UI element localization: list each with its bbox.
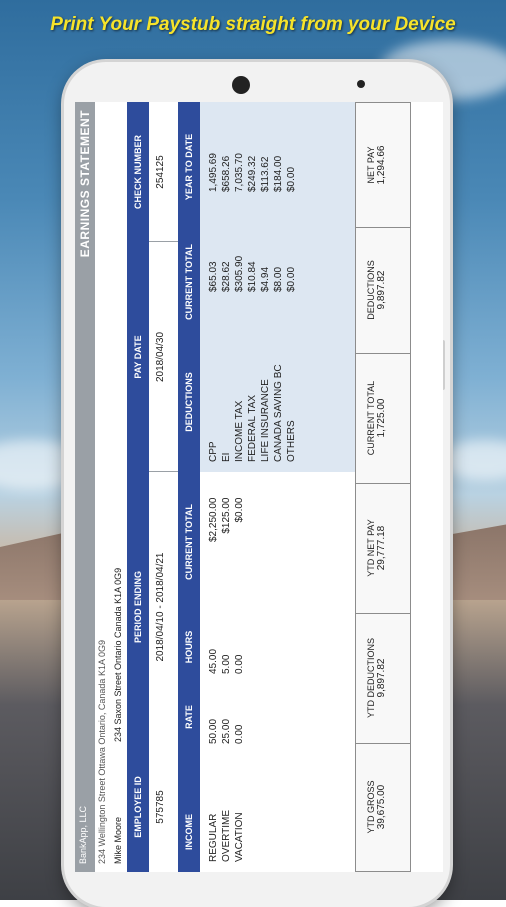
summary-ytd-gross: YTD GROSS 39,675.00 xyxy=(355,742,411,872)
header-pay-date: PAY DATE xyxy=(127,242,149,472)
phone-screen[interactable] xyxy=(75,102,443,872)
list-item: CANADA SAVING BC xyxy=(273,364,284,462)
summary-net-pay: NET PAY 1,294.66 xyxy=(355,102,411,228)
list-item: 0.00 xyxy=(234,654,245,674)
summary-ytd-net-pay: YTD NET PAY 29,777.18 xyxy=(355,482,411,614)
header-current-total: CURRENT TOTAL xyxy=(178,472,200,612)
list-item: CPP xyxy=(208,441,219,462)
header-period-ending: PERIOD ENDING xyxy=(127,472,149,742)
period-ending: 2018/04/10 - 2018/04/21 xyxy=(155,552,166,662)
list-item: $10.84 xyxy=(247,261,258,292)
list-item: $28.62 xyxy=(221,261,232,292)
list-item: $658.26 xyxy=(221,155,232,192)
list-item: $184.00 xyxy=(273,155,284,192)
pay-date: 2018/04/30 xyxy=(155,331,166,383)
list-item: FEDERAL TAX xyxy=(247,394,258,462)
list-item: $305.90 xyxy=(234,255,245,292)
list-item: OTHERS xyxy=(286,420,297,462)
company-address: 234 Wellington Street Ottawa Ontario, Canada K1A 0G9 xyxy=(97,640,107,864)
employee-address: 234 Saxon Street Ontario Canada K1A 0G9 xyxy=(113,567,123,742)
list-item: $0.00 xyxy=(234,497,245,523)
header-check-number: CHECK NUMBER xyxy=(127,102,149,242)
list-item: $2,250.00 xyxy=(208,497,219,542)
header-income: INCOME xyxy=(178,792,200,872)
company-name: BankApp, LLC xyxy=(78,805,88,864)
deduction-total-list xyxy=(207,256,298,292)
earnings-statement xyxy=(75,102,443,872)
list-item: $125.00 xyxy=(221,497,232,534)
income-list xyxy=(207,810,246,862)
ytd-list xyxy=(207,153,298,192)
list-item: LIFE INSURANCE xyxy=(260,379,271,462)
list-item: REGULAR xyxy=(208,813,219,862)
list-item: $249.32 xyxy=(247,155,258,192)
summary-current-total: CURRENT TOTAL 1,725.00 xyxy=(355,352,411,484)
summary-ytd-deductions: YTD DEDUCTIONS 9,897.82 xyxy=(355,612,411,744)
list-item: $0.00 xyxy=(286,166,297,192)
sensor-icon xyxy=(357,80,365,88)
employee-id: 575785 xyxy=(155,790,166,824)
statement-title: EARNINGS STATEMENT xyxy=(78,110,92,258)
header-rate: RATE xyxy=(178,682,200,752)
header-current-total-2: CURRENT TOTAL xyxy=(178,232,200,332)
hours-list xyxy=(207,649,246,674)
header-year-to-date: YEAR TO DATE xyxy=(178,102,200,232)
header-employee-id: EMPLOYEE ID xyxy=(127,742,149,872)
divider xyxy=(149,241,179,242)
divider xyxy=(149,471,179,472)
camera-icon xyxy=(232,76,250,94)
check-number: 254125 xyxy=(155,155,166,189)
list-item: 45.00 xyxy=(208,648,219,674)
list-item: $65.03 xyxy=(208,261,219,292)
list-item: $8.00 xyxy=(273,266,284,292)
list-item: 50.00 xyxy=(208,718,219,744)
deduction-list xyxy=(207,364,298,462)
list-item: $0.00 xyxy=(286,266,297,292)
rate-list xyxy=(207,719,246,744)
list-item: 0.00 xyxy=(234,724,245,744)
list-item: 5.00 xyxy=(221,654,232,674)
headline: Print Your Paystub straight from your Device xyxy=(50,14,456,35)
list-item: $113.62 xyxy=(260,156,271,192)
employee-name: Mike Moore xyxy=(113,816,123,864)
title-bar xyxy=(75,102,95,872)
income-total-list xyxy=(207,498,246,543)
list-item: VACATION xyxy=(234,812,245,862)
summary-deductions: DEDUCTIONS 9,897.82 xyxy=(355,226,411,354)
list-item: 1,495.69 xyxy=(208,153,219,192)
header-deductions: DEDUCTIONS xyxy=(178,332,200,472)
list-item: INCOME TAX xyxy=(234,400,245,462)
list-item: EI xyxy=(221,452,232,462)
list-item: 25.00 xyxy=(221,718,232,744)
header-hours: HOURS xyxy=(178,612,200,682)
list-item: $4.94 xyxy=(260,266,271,292)
list-item: 7,035.70 xyxy=(234,153,245,192)
list-item: OVERTIME xyxy=(221,809,232,862)
